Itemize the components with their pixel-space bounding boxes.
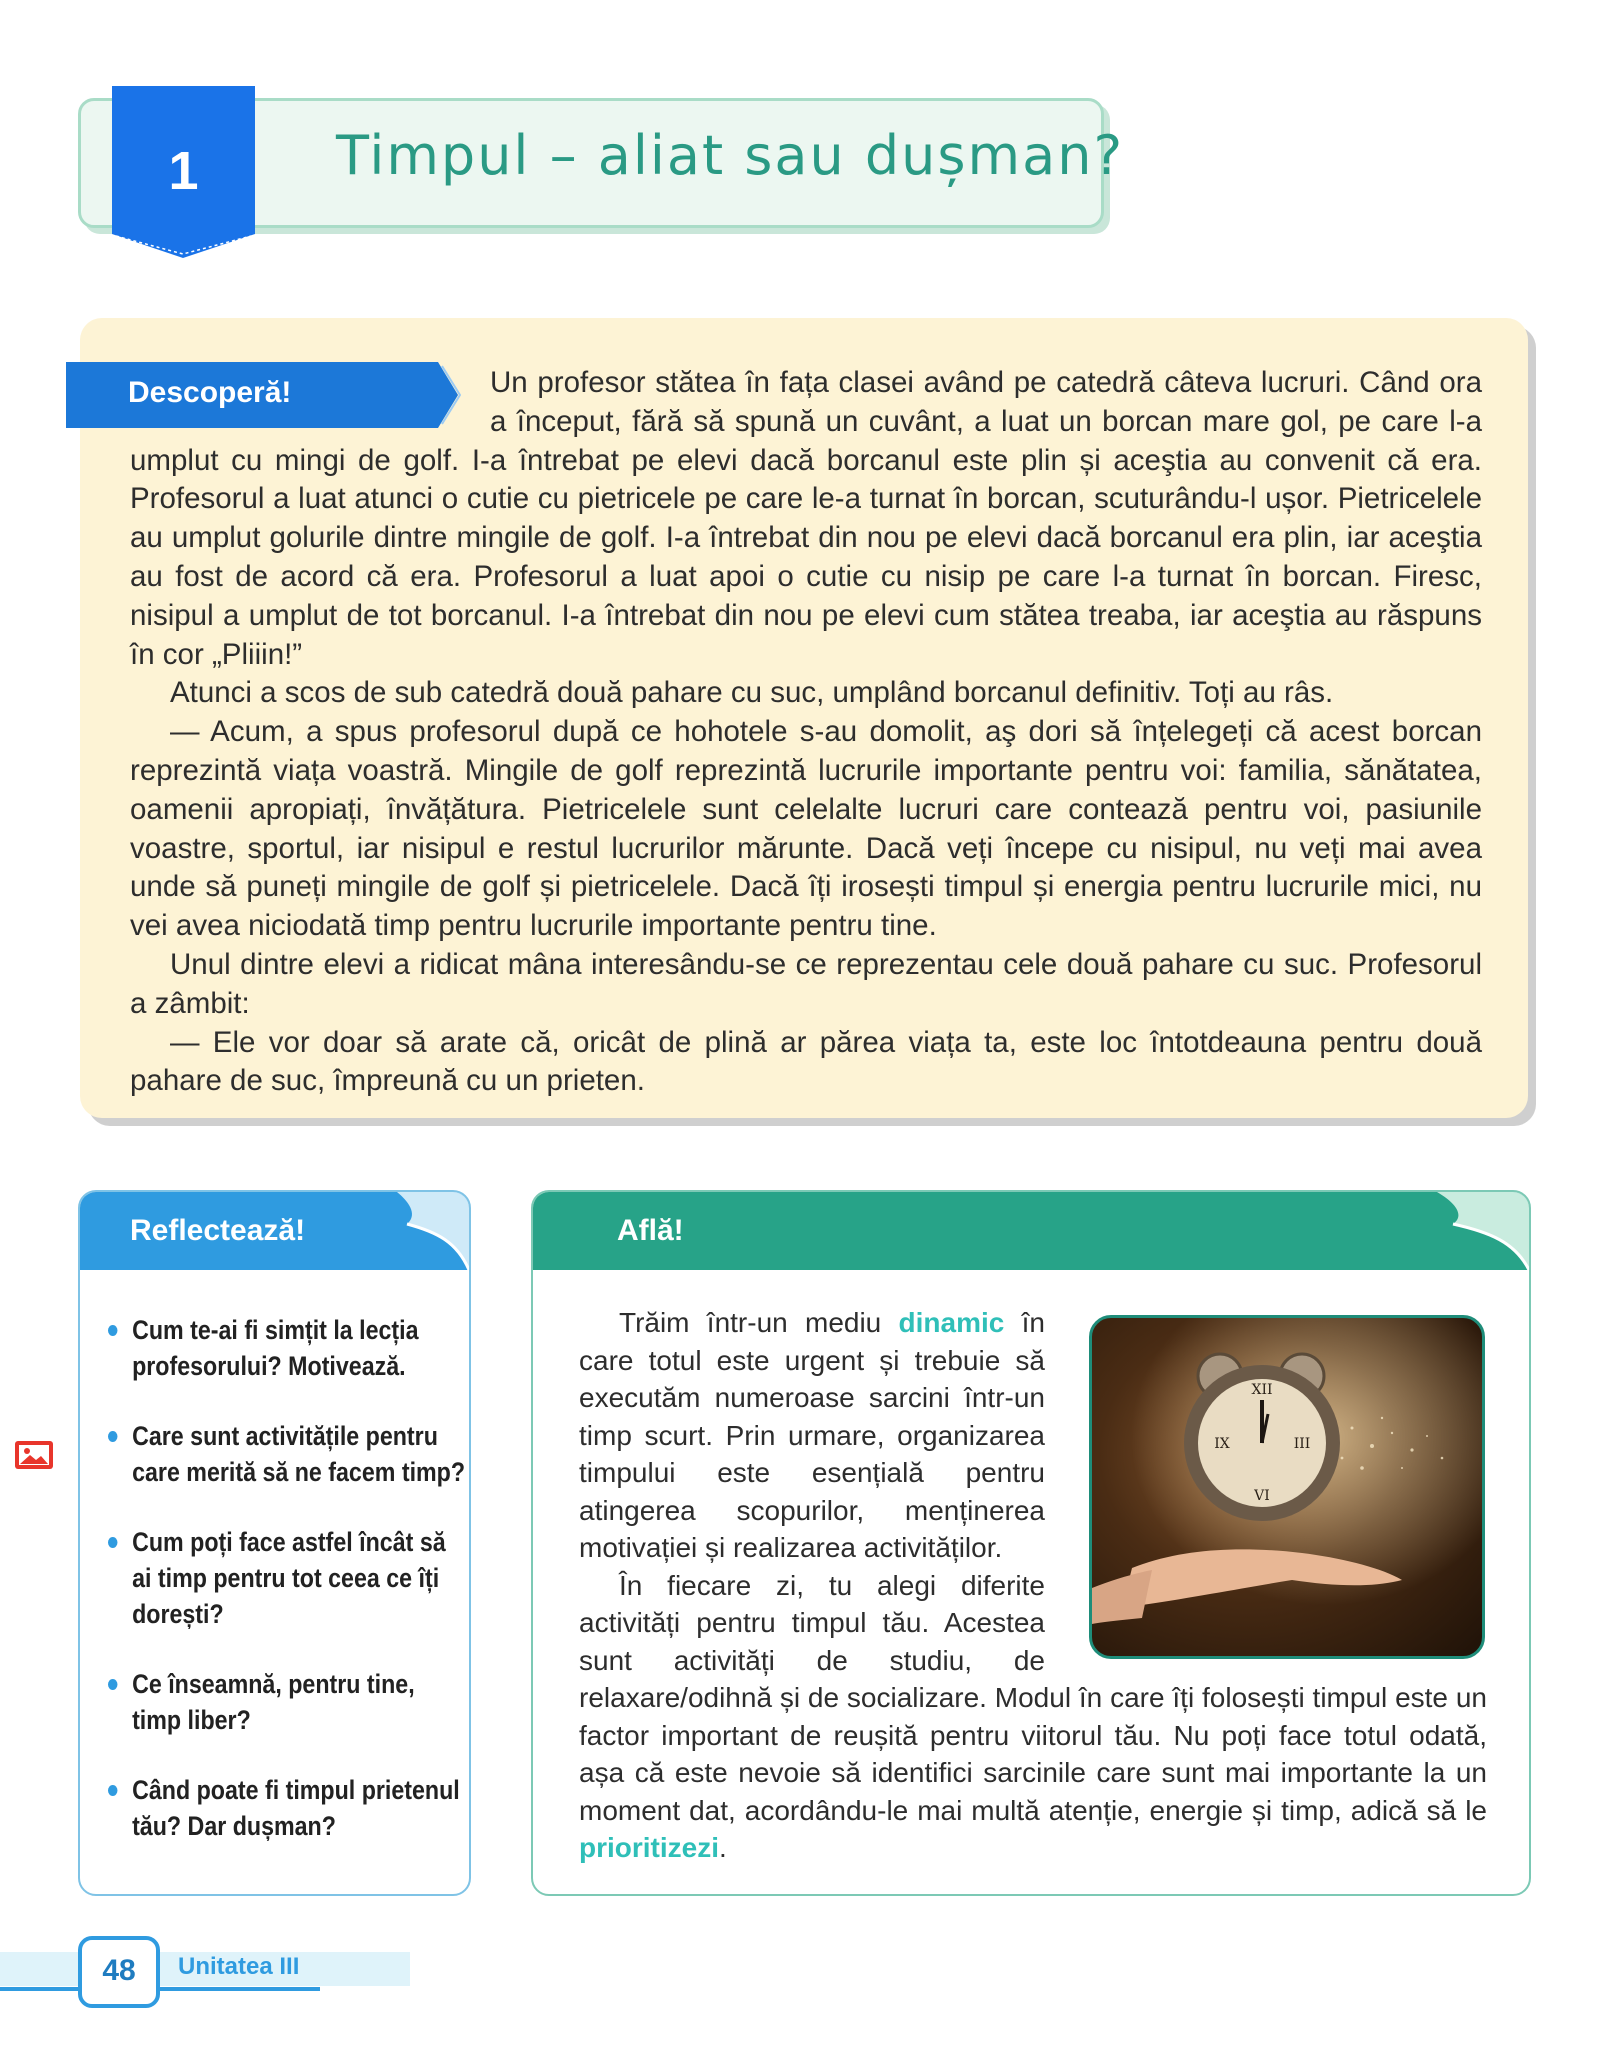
reflect-question: Care sunt activitățile pentru care merită să ne facem timp? — [108, 1418, 467, 1490]
svg-text:IX: IX — [1214, 1436, 1230, 1452]
lesson-title: Timpul – aliat sau dușman? — [336, 124, 1125, 187]
learn-header — [533, 1192, 1529, 1270]
lesson-number: 1 — [168, 141, 199, 201]
story-paragraph: Unul dintre elevi a ridicat mâna interesându-se ce reprezentau cele două pahare cu suc. Profesorul a zâmbit: — [130, 947, 1482, 1020]
bullet-icon — [108, 1431, 117, 1442]
learn-paragraph: Trăim într-un mediu dinamic în care totul este urgent și trebuie să executăm numeroase sarcini într-un timp scurt. Prin urmare, organizarea timpului este esențială pentru atingerea scopurilor, menținerea motivației și realizarea activităților. — [579, 1307, 1045, 1563]
reflect-question-list — [108, 1312, 466, 1878]
story-paragraph: Un profesor stătea în fața clasei având pe catedră câteva lucruri. Când ora a început, fără să spună un cuvânt, a luat un borcan mare gol, pe care l-a umplut cu mingi de golf. I-a întrebat pe elevi dacă borcanul este plin și aceştia au convenit că era. Profesorul a luat atunci o cutie cu pietricele pe care le-a turnat în borcan, scuturându-l ușor. Pietricelele au umplut golurile dintre mingile de golf. I-a întrebat din nou pe elevi dacă borcanul era plin, iar aceştia au fost de acord că era. Profesorul a luat apoi o cutie cu nisip pe care l-a turnat în borcan. Firesc, nisipul a umplut de tot borcanul. I-a întrebat din nou pe elevi cum stătea treaba, iar aceştia au răspuns în cor „Pliiin!” — [130, 366, 1482, 671]
svg-text:III: III — [1293, 1436, 1311, 1452]
learn-title: Află! — [617, 1214, 684, 1247]
reflect-title: Reflectează! — [130, 1214, 306, 1247]
reflect-question: Cum te-ai fi simțit la lecția profesorului? Motivează. — [108, 1312, 467, 1384]
reflect-header — [80, 1192, 469, 1270]
discover-label: Descoperă! — [128, 376, 292, 409]
story-paragraph: — Ele vor doar să arate că, oricât de plină ar părea viața ta, este loc întotdeauna pentru două pahare de suc, împreună cu un prieten. — [130, 1025, 1482, 1098]
bullet-icon — [108, 1679, 117, 1690]
reflect-question: Când poate fi timpul prietenul tău? Dar dușman? — [108, 1772, 467, 1844]
footer-line — [0, 1987, 320, 1991]
svg-text:VI: VI — [1254, 1488, 1270, 1504]
lesson-number-badge — [112, 86, 255, 266]
svg-text:XII: XII — [1251, 1382, 1273, 1398]
clock-photo — [1089, 1315, 1485, 1659]
page-number: 48 — [78, 1936, 160, 2008]
bullet-icon — [108, 1325, 117, 1336]
reflect-question: Cum poți face astfel încât să ai timp pentru tot ceea ce îți dorești? — [108, 1524, 467, 1632]
learn-paragraph: În fiecare zi, tu alegi diferite activități pentru timpul tău. Acestea sunt activități de studiu, de relaxare/odihnă și de socializare. Modul în care îți folosești timpul este un factor important de reușită pentru viitorul tău. Nu poți face totul odată, așa că este nevoie să identifici sarcinile care sunt mai importante la un moment dat, acordându-le mai multă atenție, energie și timp, adică să le prioritizezi. — [579, 1569, 1487, 1863]
bullet-icon — [108, 1785, 117, 1796]
keyword-dinamic: dinamic — [898, 1307, 1005, 1338]
reflect-card — [78, 1190, 471, 1896]
image-icon[interactable] — [14, 1440, 54, 1470]
keyword-prioritizezi: prioritizezi — [579, 1832, 720, 1863]
bullet-icon — [108, 1537, 117, 1548]
story-paragraph: Atunci a scos de sub catedră două pahare cu suc, umplând borcanul definitiv. Toți au râs. — [170, 676, 1334, 710]
discover-story — [130, 364, 1482, 1101]
story-paragraph: — Acum, a spus profesorul după ce hohotele s-au domolit, aş dori să înțelegeți că acest borcan reprezintă viața voastră. Mingile de golf reprezintă lucrurile importante pentru voi: familia, sănătatea, oamenii apropiați, învățătura. Pietricelele sunt celelalte lucruri care contează pentru voi, pasiunile voastre, sportul, iar nisipul e restul lucrurilor mărunte. Dacă veți începe cu nisipul, nu veți mai avea unde să puneți mingile de golf și pietricelele. Dacă îți irosești timpul și energia pentru lucrurile mici, nu vei avea niciodată timp pentru lucrurile importante pentru tine. — [130, 715, 1482, 943]
reflect-question: Ce înseamnă, pentru tine, timp liber? — [108, 1666, 467, 1738]
unit-label: Unitatea III — [178, 1953, 300, 1980]
